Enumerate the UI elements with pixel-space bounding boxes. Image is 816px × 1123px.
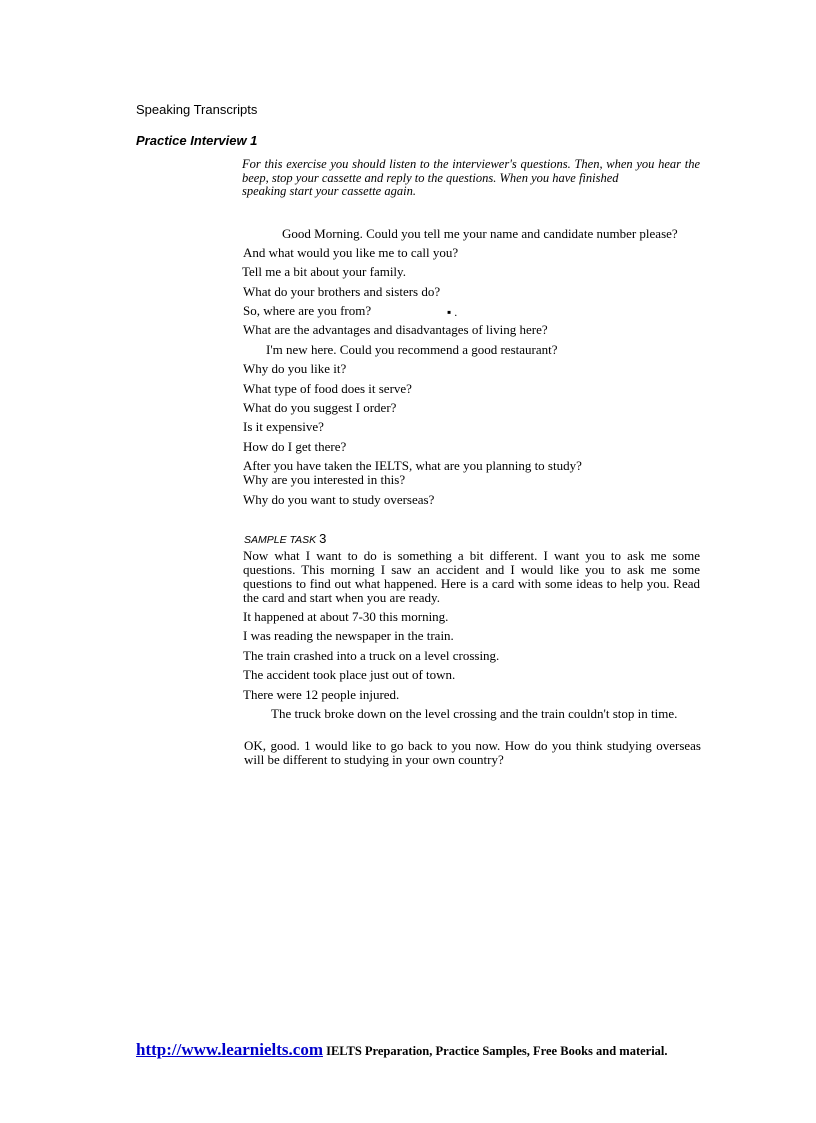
question-line: After you have taken the IELTS, what are you planning to study? (243, 458, 582, 473)
page-footer (136, 1041, 696, 1060)
website-link[interactable]: http://www.learnielts.com (136, 1040, 323, 1059)
task-line: The train crashed into a truck on a level crossing. (243, 648, 500, 663)
task-intro-paragraph: Now what I want to do is something a bit different. I want you to ask me some questions. This morning I saw an accident and I would like you to ask me some questions to find out what happened. Here is a card with some ideas to help you. Read the card and start when you are ready. (243, 548, 700, 605)
question-line: Why are you interested in this? (243, 472, 406, 487)
question-line: So, where are you from? (243, 303, 372, 318)
task-line: It happened at about 7-30 this morning. (243, 609, 449, 624)
question-line: Good Morning. Could you tell me your name and candidate number please? (282, 226, 678, 241)
question-line: Is it expensive? (243, 419, 324, 434)
question-line: I'm new here. Could you recommend a good restaurant? (266, 342, 558, 357)
task-line: I was reading the newspaper in the train. (243, 628, 454, 643)
sample-task-number: 3 (319, 531, 327, 546)
footer-text: IELTS Preparation, Practice Samples, Free Books and material. (322, 1044, 668, 1058)
exercise-instructions (242, 158, 700, 199)
question-line: What are the advantages and disadvantages of living here? (243, 322, 548, 337)
closing-question: OK, good. 1 would like to go back to you now. How do you think studying overseas will be different to studying in your own country? (244, 738, 701, 767)
question-line: And what would you like me to call you? (243, 245, 459, 260)
sample-task-text: SAMPLE TASK (244, 534, 317, 546)
task-line: The truck broke down on the level crossing and the train couldn't stop in time. (271, 706, 678, 721)
page-subheading: Practice Interview 1 (136, 133, 258, 148)
sample-task-label (244, 531, 326, 546)
question-line: Why do you want to study overseas? (243, 492, 435, 507)
question-line: What type of food does it serve? (243, 381, 412, 396)
question-line: Tell me a bit about your family. (242, 264, 406, 279)
page-heading: Speaking Transcripts (136, 102, 258, 117)
task-line: There were 12 people injured. (243, 687, 400, 702)
question-line: How do I get there? (243, 439, 347, 454)
instruction-line: speaking start your cassette again. (242, 184, 416, 198)
stray-mark: ▪ . (447, 305, 458, 319)
task-line: The accident took place just out of town. (243, 667, 456, 682)
question-line: Why do you like it? (243, 361, 347, 376)
instruction-line: For this exercise you should listen to the interviewer's questions. Then, when you hear the beep, stop your cassette and reply to the questions. When you have finished (242, 157, 700, 185)
question-line: What do you suggest I order? (243, 400, 397, 415)
question-line: What do your brothers and sisters do? (243, 284, 441, 299)
